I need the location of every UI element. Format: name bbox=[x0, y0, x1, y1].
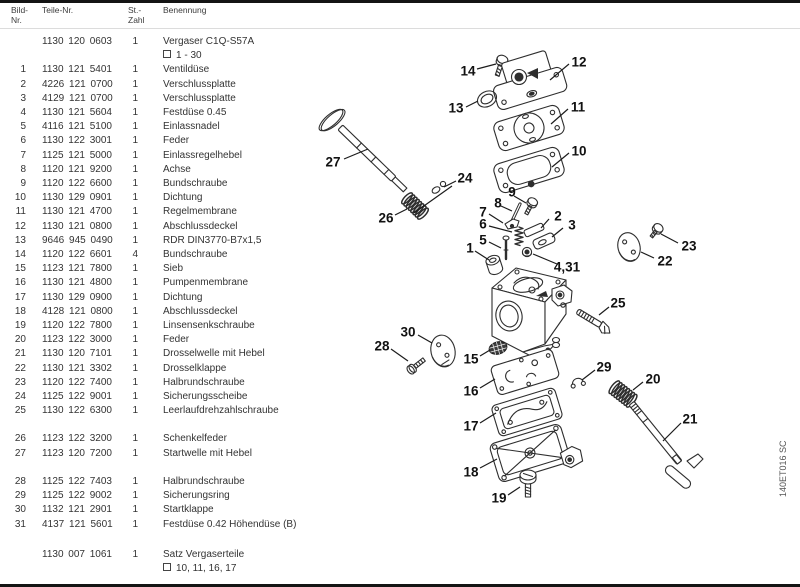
st-zahl-cell: 1 bbox=[132, 220, 138, 232]
st-zahl-cell: 1 bbox=[132, 107, 138, 119]
callout-label-30: 30 bbox=[400, 324, 416, 340]
benennung-cell: Leerlaufdrehzahlschraube bbox=[163, 405, 279, 417]
benennung-cell: Sicherungsring bbox=[163, 490, 230, 502]
benennung-cell: Vergaser C1Q-S57A bbox=[163, 36, 255, 47]
teile-nr-cell: 1130 122 3001 bbox=[42, 135, 112, 147]
included-items-text: 1 - 30 bbox=[176, 50, 202, 62]
header-bild-nr: Bild- Nr. bbox=[11, 5, 29, 25]
teile-nr-cell: 4129 121 0700 bbox=[42, 92, 113, 104]
bild-nr-cell: 16 bbox=[14, 277, 26, 289]
benennung-cell: Abschlussdeckel bbox=[163, 220, 238, 232]
st-zahl-cell: 1 bbox=[132, 121, 138, 133]
benennung-cell: Pumpenmembrane bbox=[163, 277, 249, 289]
teile-nr-cell: 1120 122 6601 bbox=[42, 249, 112, 261]
callout-label-20: 20 bbox=[645, 371, 661, 387]
bild-nr-cell: 4 bbox=[20, 107, 26, 119]
teile-nr-cell: 1123 122 3000 bbox=[42, 334, 112, 346]
callout-label-25: 25 bbox=[610, 295, 626, 311]
teile-nr-cell: 1130 120 0603 bbox=[42, 36, 112, 47]
teile-nr-cell: 1123 121 7800 bbox=[42, 263, 112, 275]
st-zahl-cell: 1 bbox=[132, 178, 138, 190]
teile-nr-cell: 1120 122 6600 bbox=[42, 178, 112, 190]
bild-nr-cell: 14 bbox=[14, 249, 26, 261]
bild-nr-cell: 1 bbox=[20, 64, 26, 76]
teile-nr-cell: 1123 122 3200 bbox=[42, 433, 112, 445]
st-zahl-cell: 1 bbox=[132, 234, 138, 246]
teile-nr-cell: 1130 007 1061 bbox=[42, 548, 112, 560]
teile-nr-cell: 1120 121 9200 bbox=[42, 163, 112, 175]
callout-label-5: 5 bbox=[479, 232, 487, 248]
bild-nr-cell: 25 bbox=[14, 405, 26, 417]
teile-nr-cell: 1130 121 5401 bbox=[42, 64, 112, 76]
bild-nr-cell: 17 bbox=[14, 291, 26, 303]
teile-nr-cell: 1125 122 7403 bbox=[42, 475, 112, 487]
st-zahl-cell: 1 bbox=[132, 504, 138, 516]
callout-label-7: 7 bbox=[479, 204, 487, 220]
part-19-screw bbox=[520, 470, 536, 497]
benennung-cell: Startwelle mit Hebel bbox=[163, 447, 252, 459]
callout-label-18: 18 bbox=[463, 464, 479, 480]
teile-nr-cell: 9646 945 0490 bbox=[42, 234, 113, 246]
benennung-cell: Feder bbox=[163, 334, 190, 346]
benennung-cell: Ventildüse bbox=[163, 64, 210, 76]
callout-label-10: 10 bbox=[571, 143, 587, 159]
teile-nr-cell: 1130 122 6300 bbox=[42, 405, 112, 417]
bild-nr-cell: 22 bbox=[14, 362, 26, 374]
callout-label-26: 26 bbox=[378, 210, 394, 226]
bild-nr-cell: 21 bbox=[14, 348, 26, 360]
callout-label-1: 1 bbox=[466, 240, 474, 256]
benennung-cell: Sieb bbox=[163, 263, 184, 275]
st-zahl-cell: 1 bbox=[132, 376, 138, 388]
bild-nr-cell: 13 bbox=[14, 234, 26, 246]
teile-nr-cell: 4226 121 0700 bbox=[42, 78, 113, 90]
st-zahl-cell: 1 bbox=[132, 305, 138, 317]
part-6-spring bbox=[515, 227, 523, 245]
teile-nr-cell: 4137 121 5601 bbox=[42, 518, 113, 530]
part-22-throttle-disc bbox=[615, 230, 643, 263]
part-3-plate bbox=[532, 232, 556, 250]
benennung-cell: Bundschraube bbox=[163, 178, 228, 190]
part-23-screw bbox=[647, 222, 664, 240]
callout-label-19: 19 bbox=[491, 490, 507, 506]
st-zahl-cell: 1 bbox=[132, 64, 138, 76]
teile-nr-cell: 4116 121 5100 bbox=[42, 121, 112, 133]
st-zahl-cell: 1 bbox=[132, 334, 138, 346]
st-zahl-cell: 1 bbox=[132, 291, 138, 303]
callout-label-17: 17 bbox=[463, 418, 479, 434]
st-zahl-cell: 1 bbox=[132, 433, 138, 445]
part-30-choke-disc bbox=[428, 333, 458, 369]
benennung-cell: Bundschraube bbox=[163, 249, 228, 261]
st-zahl-cell: 1 bbox=[132, 78, 138, 90]
header-benennung: Benennung bbox=[163, 5, 207, 15]
bild-nr-cell: 8 bbox=[20, 163, 26, 175]
part-28-screw bbox=[405, 356, 426, 376]
benennung-cell: Festdüse 0.45 bbox=[163, 107, 227, 119]
header-st-zahl: St.- Zahl bbox=[128, 5, 145, 25]
callout-label-13: 13 bbox=[448, 100, 464, 116]
st-zahl-cell: 1 bbox=[132, 36, 138, 47]
bild-nr-cell: 18 bbox=[14, 305, 26, 317]
benennung-cell: RDR DIN3770-B7x1,5 bbox=[163, 234, 262, 246]
benennung-cell: Festdüse 0.42 Höhendüse (B) bbox=[163, 518, 297, 530]
benennung-cell: Halbrundschraube bbox=[163, 475, 245, 487]
benennung-cell: Drosselwelle mit Hebel bbox=[163, 348, 265, 360]
callout-label-16: 16 bbox=[463, 383, 479, 399]
callout-label-22: 22 bbox=[657, 253, 673, 269]
teile-nr-cell: 1130 120 7101 bbox=[42, 348, 112, 360]
benennung-cell: Satz Vergaserteile bbox=[163, 548, 245, 560]
st-zahl-cell: 1 bbox=[132, 405, 138, 417]
bild-nr-cell: 15 bbox=[14, 263, 26, 275]
bild-nr-cell: 19 bbox=[14, 320, 26, 332]
callout-label-11: 11 bbox=[570, 99, 586, 115]
callout-label-14: 14 bbox=[460, 63, 476, 79]
callout-label-8: 8 bbox=[494, 195, 502, 211]
teile-nr-cell: 1130 121 3302 bbox=[42, 362, 112, 374]
teile-nr-cell: 1130 121 0800 bbox=[42, 220, 112, 232]
benennung-cell: Dichtung bbox=[163, 192, 203, 204]
callout-label-24: 24 bbox=[457, 170, 473, 186]
bild-nr-cell: 6 bbox=[20, 135, 26, 147]
st-zahl-cell: 1 bbox=[132, 263, 138, 275]
callout-label-12: 12 bbox=[571, 54, 587, 70]
part-27-start-shaft bbox=[316, 105, 407, 192]
bild-nr-cell: 20 bbox=[14, 334, 26, 346]
benennung-cell: Sicherungsscheibe bbox=[163, 391, 248, 403]
teile-nr-cell: 1130 121 4800 bbox=[42, 277, 112, 289]
bild-nr-cell: 31 bbox=[14, 518, 26, 530]
st-zahl-cell: 1 bbox=[132, 92, 138, 104]
part-7-lever bbox=[505, 219, 519, 229]
teile-nr-cell: 1123 120 7200 bbox=[42, 447, 112, 459]
callout-label-3: 3 bbox=[568, 217, 576, 233]
teile-nr-cell: 1130 121 5604 bbox=[42, 107, 112, 119]
bild-nr-cell: 23 bbox=[14, 376, 26, 388]
teile-nr-cell: 1130 129 0901 bbox=[42, 192, 112, 204]
teile-nr-cell: 1120 122 7400 bbox=[42, 376, 112, 388]
bild-nr-cell: 5 bbox=[20, 121, 26, 133]
benennung-cell: Verschlussplatte bbox=[163, 92, 236, 104]
st-zahl-cell: 1 bbox=[132, 348, 138, 360]
part-10-gasket bbox=[492, 146, 566, 196]
part-5-needle bbox=[503, 236, 509, 259]
benennung-cell: Halbrundschraube bbox=[163, 376, 245, 388]
st-zahl-cell: 1 bbox=[132, 548, 138, 560]
benennung-cell: Einlassregelhebel bbox=[163, 149, 242, 161]
part-26-spring bbox=[400, 191, 430, 220]
callout-label-28: 28 bbox=[374, 338, 390, 354]
benennung-cell: Startklappe bbox=[163, 504, 214, 516]
part-8-pin bbox=[512, 204, 520, 221]
st-zahl-cell: 1 bbox=[132, 163, 138, 175]
benennung-cell: Feder bbox=[163, 135, 190, 147]
bild-nr-cell: 24 bbox=[14, 391, 26, 403]
teile-nr-cell: 1130 129 0900 bbox=[42, 291, 112, 303]
bild-nr-cell: 28 bbox=[14, 475, 26, 487]
bild-nr-cell: 11 bbox=[15, 206, 26, 218]
teile-nr-cell: 1132 121 2901 bbox=[42, 504, 112, 516]
benennung-cell: Dichtung bbox=[163, 291, 203, 303]
st-zahl-cell: 1 bbox=[132, 518, 138, 530]
st-zahl-cell: 4 bbox=[132, 249, 138, 261]
part-2-plate bbox=[523, 223, 544, 238]
callout-label-21: 21 bbox=[682, 411, 698, 427]
callout-label-4,31: 4,31 bbox=[553, 259, 581, 275]
callout-label-29: 29 bbox=[596, 359, 612, 375]
bild-nr-cell: 26 bbox=[14, 433, 26, 445]
teile-nr-cell: 1125 121 5000 bbox=[42, 149, 112, 161]
header-teile-nr: Teile-Nr. bbox=[42, 5, 74, 15]
st-zahl-cell: 1 bbox=[132, 149, 138, 161]
st-zahl-cell: 1 bbox=[132, 206, 138, 218]
st-zahl-cell: 1 bbox=[132, 447, 138, 459]
st-zahl-cell: 1 bbox=[132, 391, 138, 403]
bild-nr-cell: 27 bbox=[14, 447, 26, 459]
bild-nr-cell: 12 bbox=[14, 220, 26, 232]
part-11-membrane bbox=[492, 104, 566, 153]
st-zahl-cell: 1 bbox=[132, 320, 138, 332]
st-zahl-cell: 1 bbox=[132, 475, 138, 487]
bild-nr-cell: 9 bbox=[20, 178, 26, 190]
benennung-cell: Regelmembrane bbox=[163, 206, 237, 218]
teile-nr-cell: 1130 121 4700 bbox=[42, 206, 112, 218]
part-25-idle-screw bbox=[574, 307, 613, 336]
st-zahl-cell: 1 bbox=[132, 135, 138, 147]
part-1-valve-nozzle bbox=[485, 254, 504, 276]
callout-label-2: 2 bbox=[554, 208, 562, 224]
bild-nr-cell: 7 bbox=[20, 149, 26, 161]
benennung-cell: Schenkelfeder bbox=[163, 433, 227, 445]
benennung-cell: Abschlussdeckel bbox=[163, 305, 238, 317]
benennung-cell: Verschlussplatte bbox=[163, 78, 236, 90]
bild-nr-cell: 30 bbox=[14, 504, 26, 516]
part-9-screw bbox=[522, 196, 539, 216]
st-zahl-cell: 1 bbox=[132, 490, 138, 502]
included-items-text: 10, 11, 16, 17 bbox=[176, 562, 237, 574]
teile-nr-cell: 1125 122 9001 bbox=[42, 391, 112, 403]
callout-label-9: 9 bbox=[508, 184, 516, 200]
bild-nr-cell: 29 bbox=[14, 490, 26, 502]
benennung-cell: Linsensenkschraube bbox=[163, 320, 255, 332]
bild-nr-cell: 10 bbox=[14, 192, 26, 204]
teile-nr-cell: 4128 121 0800 bbox=[42, 305, 113, 317]
st-zahl-cell: 1 bbox=[132, 277, 138, 289]
callout-label-6: 6 bbox=[479, 216, 487, 232]
st-zahl-cell: 1 bbox=[132, 192, 138, 204]
bild-nr-cell: 3 bbox=[20, 92, 26, 104]
callout-label-27: 27 bbox=[325, 154, 341, 170]
part-4-31-jet bbox=[522, 247, 531, 256]
st-zahl-cell: 1 bbox=[132, 362, 138, 374]
benennung-cell: Achse bbox=[163, 163, 191, 175]
callout-label-23: 23 bbox=[681, 238, 697, 254]
benennung-cell: Drosselklappe bbox=[163, 362, 227, 374]
benennung-cell: Einlassnadel bbox=[163, 121, 220, 133]
teile-nr-cell: 1125 122 9002 bbox=[42, 490, 112, 502]
teile-nr-cell: 1120 122 7800 bbox=[42, 320, 112, 332]
bild-nr-cell: 2 bbox=[20, 78, 26, 90]
callout-label-15: 15 bbox=[463, 351, 479, 367]
drawing-code: 140ET016 SC bbox=[778, 440, 788, 497]
